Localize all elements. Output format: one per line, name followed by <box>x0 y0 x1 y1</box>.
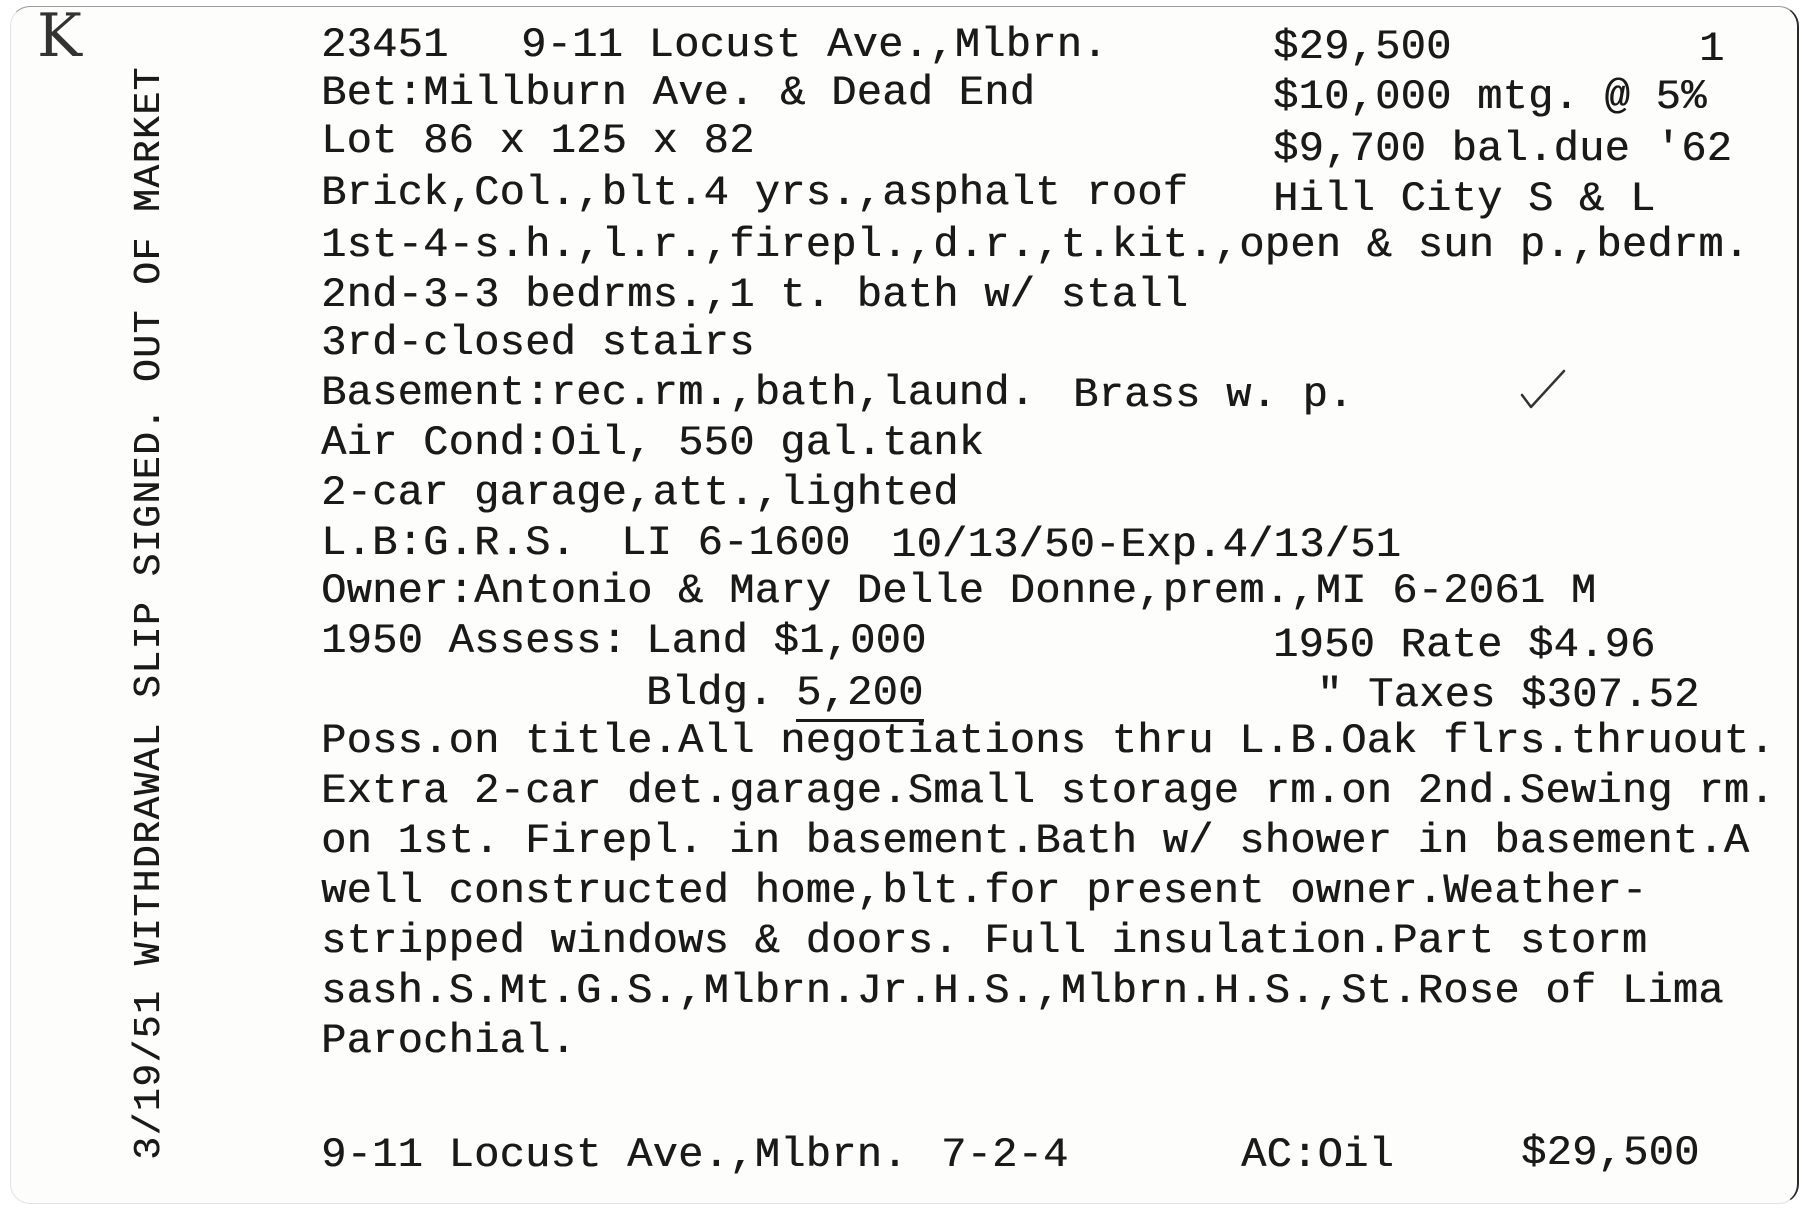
check-mark-icon <box>1519 365 1567 413</box>
third-floor: 3rd-closed stairs <box>321 319 755 367</box>
owner: Owner:Antonio & Mary Delle Donne,prem.,MI 6-2061 M <box>321 567 1597 615</box>
remarks-line: Poss.on title.All negotiations thru L.B.Oak flrs.thruout. <box>321 717 1775 765</box>
first-floor: 1st-4-s.h.,l.r.,firepl.,d.r.,t.kit.,open & sun p.,bedrm. <box>321 221 1750 269</box>
footer-ac: AC:Oil <box>1241 1131 1395 1179</box>
remarks-line: Extra 2-car det.garage.Small storage rm.on 2nd.Sewing rm. <box>321 767 1775 815</box>
between-streets: Bet:Millburn Ave. & Dead End <box>321 69 1036 117</box>
construction: Brick,Col.,blt.4 yrs.,asphalt roof <box>321 169 1189 217</box>
footer-rooms: 7-2-4 <box>941 1131 1069 1179</box>
footer-address: 9-11 Locust Ave.,Mlbrn. <box>321 1131 908 1179</box>
basement: Basement:rec.rm.,bath,laund. <box>321 369 1036 417</box>
header-address: 9-11 Locust Ave.,Mlbrn. <box>521 21 1108 69</box>
bldg-assessment: 5,200 <box>796 669 924 722</box>
remarks-line: stripped windows & doors. Full insulation.Part storm <box>321 917 1648 965</box>
remarks-line: Parochial. <box>321 1017 577 1065</box>
mortgage-info: $10,000 mtg. @ 5% <box>1273 73 1707 121</box>
tax-rate: 1950 Rate $4.96 <box>1273 621 1656 669</box>
remarks-line: on 1st. Firepl. in basement.Bath w/ shower in basement.A <box>321 817 1750 865</box>
taxes: " Taxes $307.52 <box>1317 671 1700 719</box>
remarks-line: well constructed home,blt.for present owner.Weather- <box>321 867 1648 915</box>
broker-phone: LI 6-1600 <box>621 519 851 567</box>
listing-number: 23451 <box>321 21 449 69</box>
garage: 2-car garage,att.,lighted <box>321 469 959 517</box>
second-floor: 2nd-3-3 bedrms.,1 t. bath w/ stall <box>321 271 1189 319</box>
bldg-label: Bldg. <box>646 669 774 717</box>
handwritten-mark: K <box>37 1 82 71</box>
remarks-line: sash.S.Mt.G.S.,Mlbrn.Jr.H.S.,Mlbrn.H.S.,St.Rose of Lima <box>321 967 1724 1015</box>
listing-dates: 10/13/50-Exp.4/13/51 <box>891 521 1402 569</box>
assess-label: 1950 Assess: <box>321 617 628 665</box>
withdrawal-note: 3/19/51 WITHDRAWAL SLIP SIGNED. OUT OF MARKET <box>128 66 171 1160</box>
land-assessment: Land $1,000 <box>646 617 927 665</box>
listing-card <box>10 1 1799 1204</box>
asking-price: $29,500 <box>1273 23 1452 71</box>
balance-due: $9,700 bal.due '62 <box>1273 125 1733 173</box>
listing-broker: L.B:G.R.S. <box>321 519 577 567</box>
footer-price: $29,500 <box>1521 1129 1700 1177</box>
lender: Hill City S & L <box>1273 175 1656 223</box>
card-number: 1 <box>1699 25 1725 73</box>
air-cond: Air Cond:Oil, 550 gal.tank <box>321 419 985 467</box>
plumbing: Brass w. p. <box>1073 371 1354 419</box>
lot-size: Lot 86 x 125 x 82 <box>321 117 755 165</box>
